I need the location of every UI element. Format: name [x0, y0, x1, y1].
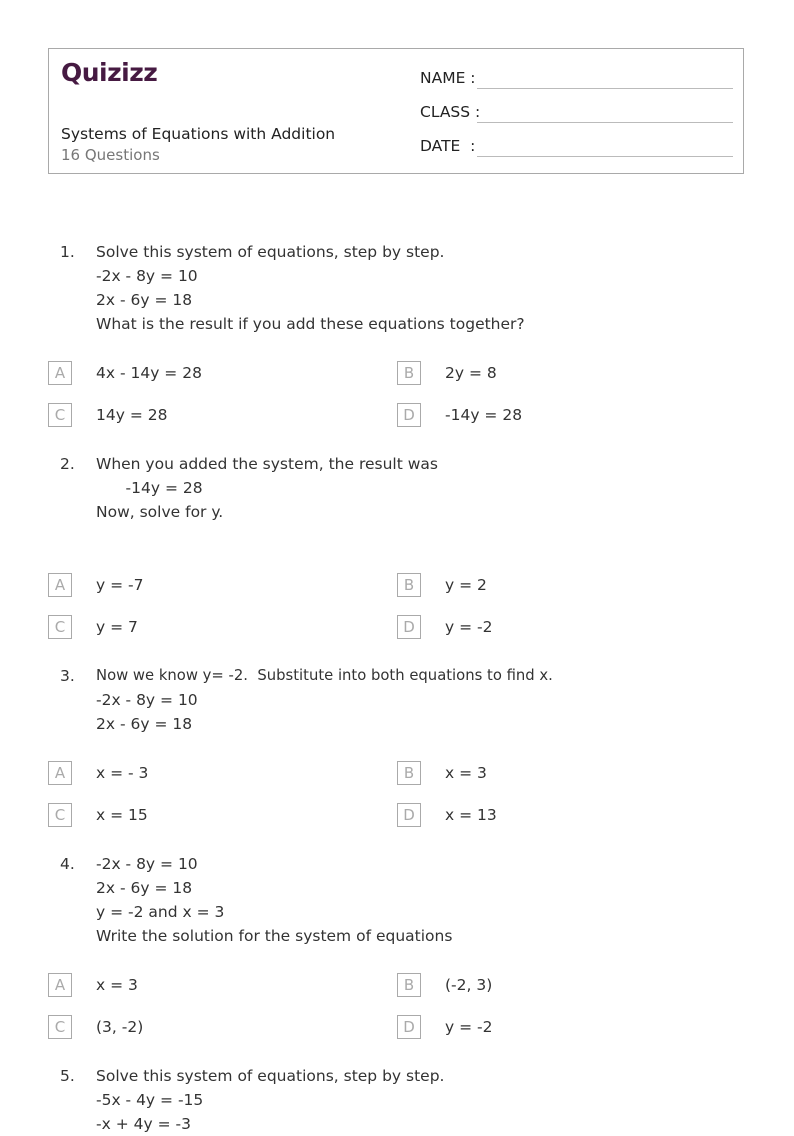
- option-letter-box[interactable]: D: [397, 803, 421, 827]
- option-letter-box[interactable]: D: [397, 403, 421, 427]
- name-label: NAME :: [420, 69, 476, 87]
- option-letter-box[interactable]: A: [48, 761, 72, 785]
- option-text: (3, -2): [96, 1018, 144, 1036]
- option-letter-box[interactable]: B: [397, 361, 421, 385]
- option-letter-box[interactable]: A: [48, 973, 72, 997]
- question-number: 4.: [60, 855, 75, 873]
- question-count: 16 Questions: [61, 146, 160, 164]
- question-line: When you added the system, the result was: [96, 455, 438, 473]
- option-text: 14y = 28: [96, 406, 168, 424]
- name-line[interactable]: [477, 88, 733, 89]
- option-text: (-2, 3): [445, 976, 493, 994]
- question-line: Now we know y= -2. Substitute into both equations to find x.: [96, 667, 553, 684]
- quizizz-logo: Quizizz: [61, 58, 158, 87]
- option-text: x = 3: [445, 764, 487, 782]
- class-field[interactable]: [420, 101, 733, 123]
- option-letter-box[interactable]: B: [397, 761, 421, 785]
- option-letter-box[interactable]: A: [48, 573, 72, 597]
- option-letter-box[interactable]: C: [48, 803, 72, 827]
- question-number: 1.: [60, 243, 75, 261]
- option-text: x = 13: [445, 806, 497, 824]
- class-line[interactable]: [477, 122, 733, 123]
- option-letter-box[interactable]: C: [48, 403, 72, 427]
- question-line: y = -2 and x = 3: [96, 903, 225, 921]
- question-number: 3.: [60, 667, 75, 685]
- option-text: y = -7: [96, 576, 144, 594]
- question-line: -2x - 8y = 10: [96, 855, 198, 873]
- option-text: y = 2: [445, 576, 487, 594]
- option-text: y = -2: [445, 618, 493, 636]
- question-line: -2x - 8y = 10: [96, 267, 198, 285]
- option-letter-box[interactable]: D: [397, 615, 421, 639]
- question-line: Now, solve for y.: [96, 503, 224, 521]
- option-text: 4x - 14y = 28: [96, 364, 202, 382]
- question-line: -2x - 8y = 10: [96, 691, 198, 709]
- question-text: [96, 852, 452, 948]
- option-text: y = -2: [445, 1018, 493, 1036]
- question-line: What is the result if you add these equations together?: [96, 315, 525, 333]
- question-line: 2x - 6y = 18: [96, 879, 193, 897]
- question-line: -14y = 28: [96, 479, 203, 497]
- date-field[interactable]: [420, 135, 733, 157]
- date-label: DATE :: [420, 137, 476, 155]
- question-line: -5x - 4y = -15: [96, 1091, 204, 1109]
- option-text: x = - 3: [96, 764, 149, 782]
- option-letter-box[interactable]: A: [48, 361, 72, 385]
- question-number: 5.: [60, 1067, 75, 1085]
- option-text: x = 3: [96, 976, 138, 994]
- option-text: y = 7: [96, 618, 138, 636]
- class-label: CLASS :: [420, 103, 481, 121]
- option-letter-box[interactable]: C: [48, 1015, 72, 1039]
- option-letter-box[interactable]: B: [397, 973, 421, 997]
- option-letter-box[interactable]: C: [48, 615, 72, 639]
- question-line: -x + 4y = -3: [96, 1115, 191, 1133]
- question-text: [96, 452, 438, 524]
- question-line: Write the solution for the system of equations: [96, 927, 453, 945]
- question-text: [96, 240, 525, 336]
- worksheet-title: Systems of Equations with Addition: [61, 125, 336, 143]
- question-line: 2x - 6y = 18: [96, 291, 193, 309]
- option-letter-box[interactable]: B: [397, 573, 421, 597]
- name-field[interactable]: [420, 67, 733, 89]
- question-line: 2x - 6y = 18: [96, 715, 193, 733]
- question-number: 2.: [60, 455, 75, 473]
- date-line[interactable]: [477, 156, 733, 157]
- question-text: [96, 664, 553, 736]
- option-letter-box[interactable]: D: [397, 1015, 421, 1039]
- option-text: x = 15: [96, 806, 148, 824]
- option-text: -14y = 28: [445, 406, 523, 424]
- question-line: Solve this system of equations, step by step.: [96, 243, 445, 261]
- question-text: [96, 1064, 444, 1136]
- option-text: 2y = 8: [445, 364, 497, 382]
- question-line: Solve this system of equations, step by step.: [96, 1067, 445, 1085]
- worksheet-header: [48, 48, 744, 174]
